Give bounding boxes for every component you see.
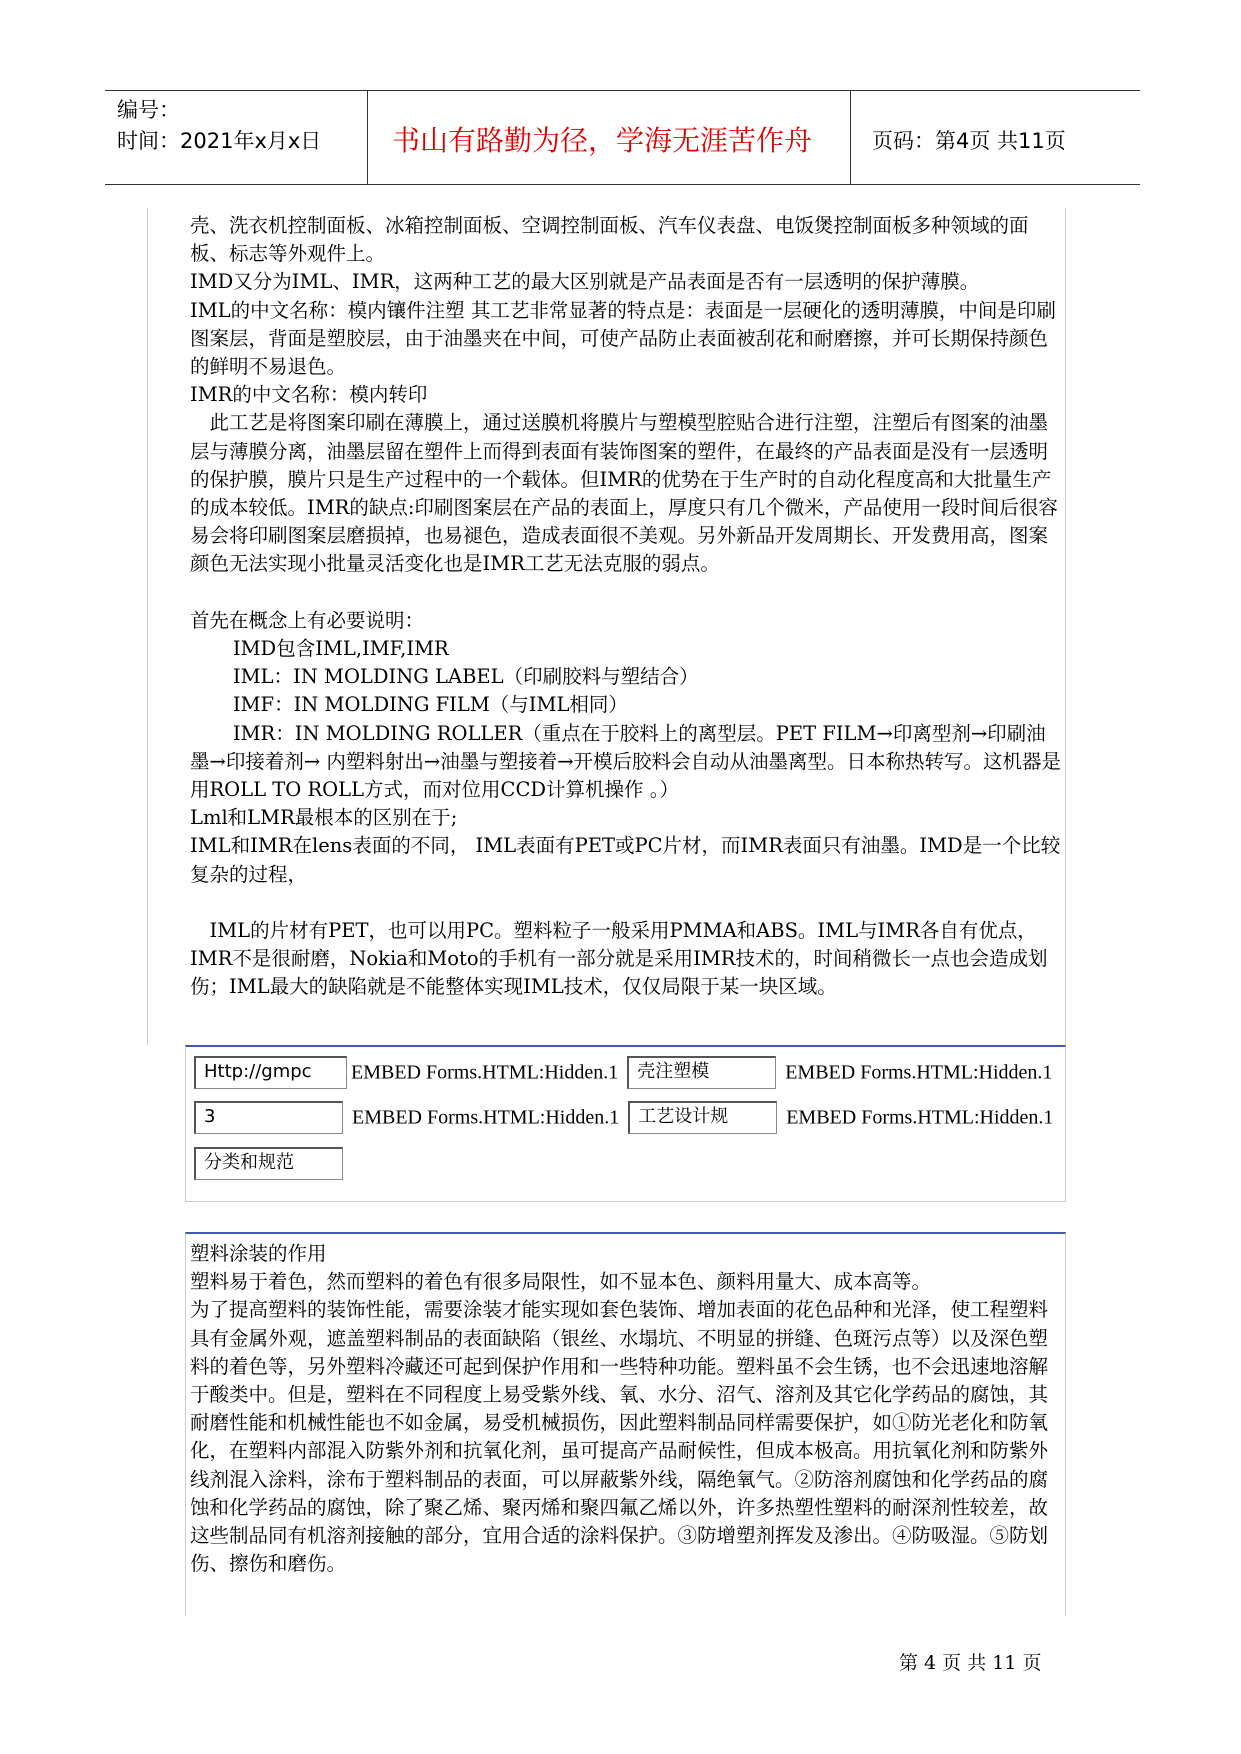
- header-page-code: 页码：第4页 共11页: [872, 129, 1066, 153]
- paragraph: IMR的中文名称：模内转印: [190, 383, 428, 407]
- paragraph: IMF：IN MOLDING FILM（与IML相同）: [232, 693, 628, 717]
- hidden-field-design[interactable]: 工艺设计规: [628, 1101, 777, 1134]
- embed-label: EMBED Forms.HTML:Hidden.1: [785, 1061, 1053, 1084]
- header-motto: 书山有路勤为径，学海无涯苦作舟: [391, 124, 812, 157]
- paragraph: IMD又分为IML、IMR，这两种工艺的最大区别就是产品表面是否有一层透明的保护薄膜。: [190, 270, 980, 294]
- page-footer: 第 4 页 共 11 页: [899, 1652, 1042, 1674]
- content-section-imd: [147, 208, 1066, 1045]
- hidden-field-page[interactable]: 3: [194, 1101, 343, 1134]
- time-label: 时间：2021年x月x日: [117, 129, 322, 153]
- header-meta: [117, 95, 321, 157]
- paragraph: IML的片材有PET，也可以用PC。塑料粒子一般采用PMMA和ABS。IML与IMR各自有优点，IMR不是很耐磨，Nokia和Moto的手机有一部分就是采用IMR技术的，时间稍微长一点也会造成划伤；IML最大的缺陷就是不能整体实现IML技术，仅仅局限于某一块区域。: [190, 919, 1048, 999]
- hidden-field-title[interactable]: 壳注塑模: [627, 1056, 776, 1089]
- hidden-field-url[interactable]: Http://gmpc: [194, 1056, 347, 1089]
- paragraph: IML的中文名称：模内镶件注塑 其工艺非常显著的特点是：表面是一层硬化的透明薄膜，中间是印刷图案层，背面是塑胶层，由于油墨夹在中间，可使产品防止表面被刮花和耐磨擦，并可长期保持颜色的鲜明不易退色。: [190, 298, 1056, 379]
- embedded-forms: [190, 1049, 1062, 1184]
- paragraph: 塑料易于着色，然而塑料的着色有很多局限性，如不显本色、颜料用量大、成本高等。: [190, 1270, 932, 1294]
- embed-label: EMBED Forms.HTML:Hidden.1: [351, 1061, 619, 1084]
- paragraph: 为了提高塑料的装饰性能，需要涂装才能实现如套色装饰、增加表面的花色品种和光泽，使工程塑料具有金属外观，遮盖塑料制品的表面缺陷（银丝、水塌坑、不明显的拼缝、色斑污点等）以及深色塑料的着色等，另外塑料冷藏还可起到保护作用和一些特种功能。塑料虽不会生锈，也不会迅速地溶解于酸类中。但是，塑料在不同程度上易受紫外线、氧、水分、沼气、溶剂及其它化学药品的腐蚀，其耐磨性能和机械性能也不如金属，易受机械损伤，因此塑料制品同样需要保护，如①防光老化和防氧化，在塑料内部混入防紫外剂和抗氧化剂，虽可提高产品耐候性，但成本极高。用抗氧化剂和防紫外线剂混入涂料，涂布于塑料制品的表面，可以屏蔽紫外线，隔绝氧气。②防溶剂腐蚀和化学药品的腐蚀和化学药品的腐蚀，除了聚乙烯、聚丙烯和聚四氟乙烯以外，许多热塑性塑料的耐深剂性较差，故这些制品同有机溶剂接触的部分，宜用合适的涂料保护。③防增塑剂挥发及渗出。④防吸湿。⑤防划伤、擦伤和磨伤。: [190, 1298, 1049, 1576]
- serial-number: 编号：: [117, 98, 180, 122]
- header-divider: [367, 91, 368, 184]
- paragraph: 壳、洗衣机控制面板、冰箱控制面板、空调控制面板、汽车仪表盘、电饭煲控制面板多种领域的面板、标志等外观件上。: [190, 214, 1029, 266]
- blank-line: [190, 889, 1064, 917]
- header-divider: [850, 91, 851, 184]
- section-text: [190, 212, 1064, 1002]
- blank-line: [190, 579, 1064, 607]
- embed-label: EMBED Forms.HTML:Hidden.1: [786, 1106, 1054, 1129]
- section-text: [190, 1240, 1060, 1578]
- content-section-coating: [185, 1232, 1066, 1616]
- paragraph: IMD包含IML,IMF,IMR: [232, 637, 449, 661]
- paragraph: IML：IN MOLDING LABEL（印刷胶料与塑结合）: [232, 665, 699, 689]
- paragraph: Lml和LMR最根本的区别在于;: [190, 806, 458, 830]
- embed-label: EMBED Forms.HTML:Hidden.1: [352, 1106, 620, 1129]
- section-title: 塑料涂装的作用: [190, 1242, 327, 1265]
- embedded-forms-section: [185, 1045, 1066, 1202]
- paragraph: 首先在概念上有必要说明：: [190, 608, 425, 632]
- paragraph: IMR：IN MOLDING ROLLER（重点在于胶料上的离型层。PET FILM→印离型剂→印刷油墨→印接着剂→ 内塑料射出→油墨与塑接着→开模后胶料会自动从油墨离型。日本称热转写。这机器是用ROLL TO ROLL方式，而对位用CCD计算机操作 。）: [190, 721, 1062, 802]
- page-header: [105, 90, 1140, 185]
- hidden-field-category[interactable]: 分类和规范: [194, 1147, 343, 1180]
- paragraph: IML和IMR在lens表面的不同， IML表面有PET或PC片材，而IMR表面只有油墨。IMD是一个比较复杂的过程，: [190, 834, 1061, 886]
- paragraph: 此工艺是将图案印刷在薄膜上，通过送膜机将膜片与塑模型腔贴合进行注塑，注塑后有图案的油墨层与薄膜分离，油墨层留在塑件上而得到表面有装饰图案的塑件，在最终的产品表面是没有一层透明的保护膜，膜片只是生产过程中的一个载体。但IMR的优势在于生产时的自动化程度高和大批量生产的成本较低。IMR的缺点:印刷图案层在产品的表面上，厚度只有几个微米，产品使用一段时间后很容易会将印刷图案层磨损掉，也易褪色，造成表面很不美观。另外新品开发周期长、开发费用高，图案颜色无法实现小批量灵活变化也是IMR工艺无法克服的弱点。: [190, 411, 1058, 576]
